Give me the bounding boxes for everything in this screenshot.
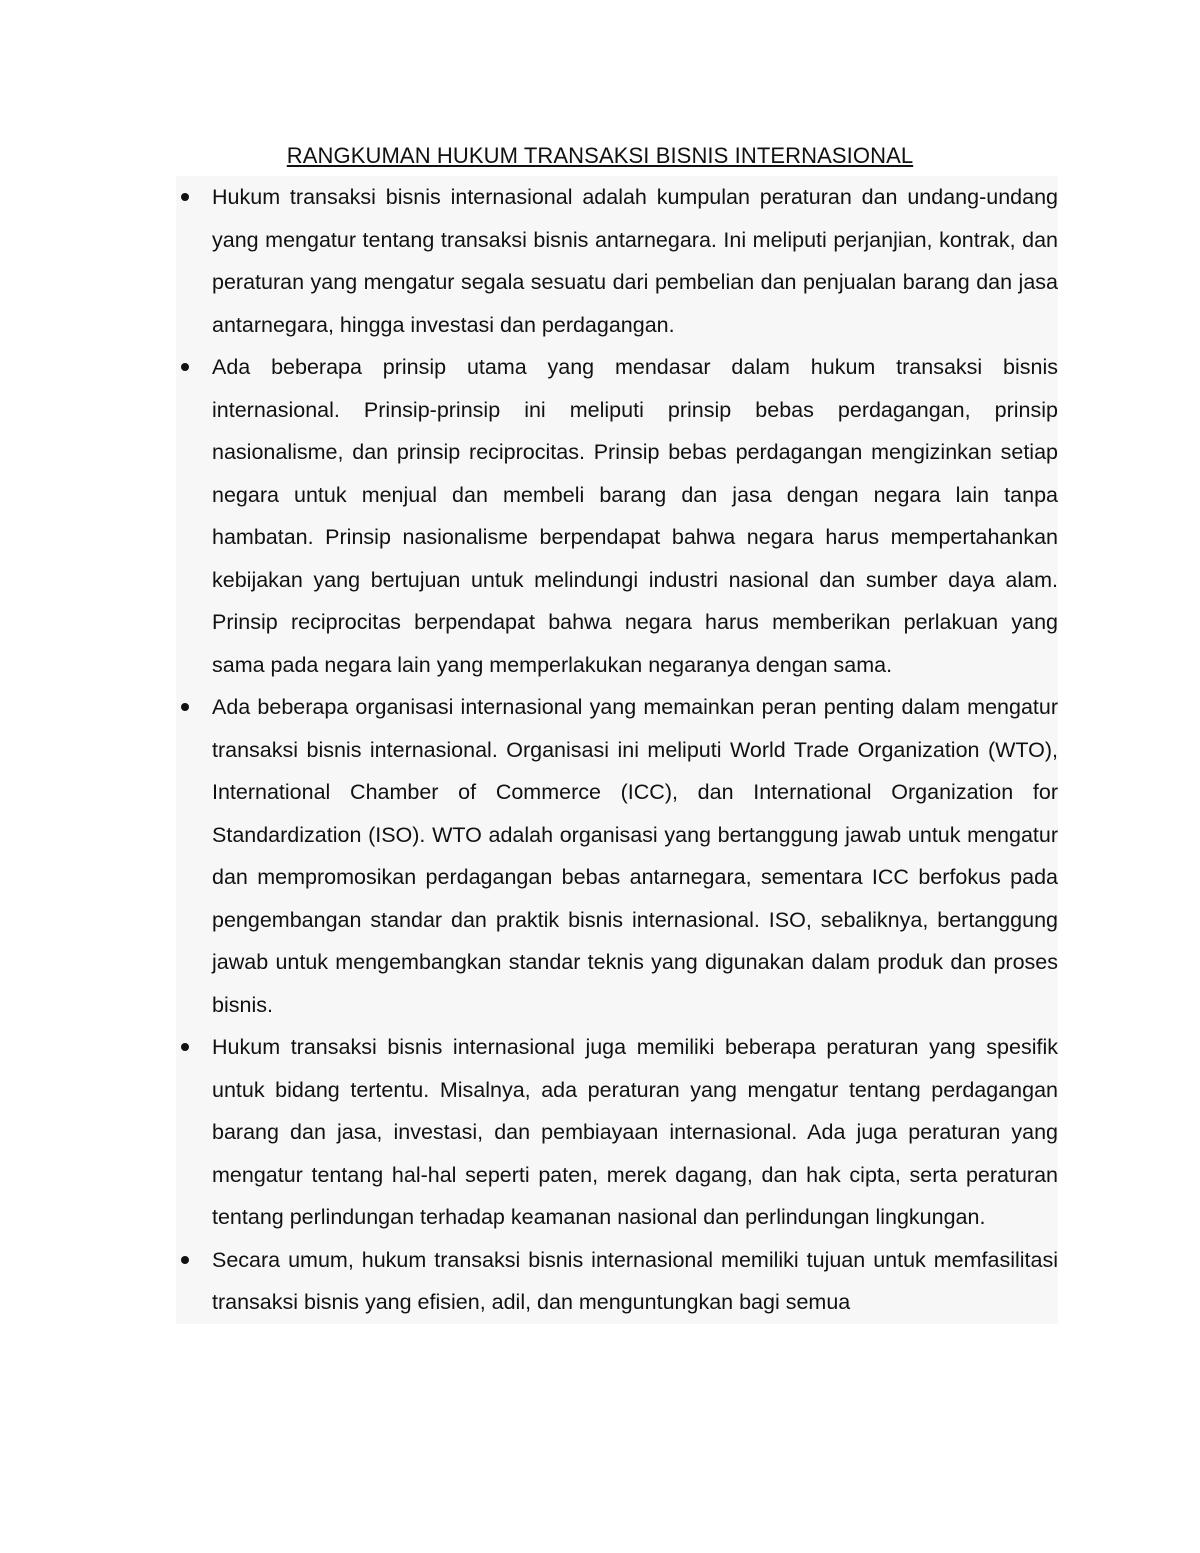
bullet-text: Hukum transaksi bisnis internasional adalah kumpulan peraturan dan undang-undang yang mengatur tentang transaksi bisnis antarnegara. Ini meliputi perjanjian, kontrak, dan peraturan yang mengatur segala sesuatu dari pembelian dan penjualan barang dan jasa antarnegara, hingga investasi dan perdagangan. [212, 185, 1058, 337]
bullet-dot-icon [181, 193, 189, 201]
bullet-text: Hukum transaksi bisnis internasional juga memiliki beberapa peraturan yang spesifik untuk bidang tertentu. Misalnya, ada peraturan yang mengatur tentang perdagangan barang dan jasa, investasi, dan pembiayaan internasional. Ada juga peraturan yang mengatur tentang hal-hal seperti paten, merek dagang, dan hak cipta, serta peraturan tentang perlindungan terhadap keamanan nasional dan perlindungan lingkungan. [212, 1035, 1058, 1229]
bullet-text: Secara umum, hukum transaksi bisnis internasional memiliki tujuan untuk memfasilitasi transaksi bisnis yang efisien, adil, dan menguntungkan bagi semua [212, 1247, 1058, 1314]
bullet-dot-icon [181, 363, 189, 371]
bullet-text: Ada beberapa organisasi internasional yang memainkan peran penting dalam mengatur transaksi bisnis internasional. Organisasi ini meliputi World Trade Organization (WTO), International Chamber of Commerce (ICC), dan International Organization for Standardization (ISO). WTO adalah organisasi yang bertanggung jawab untuk mengatur dan mempromosikan perdagangan bebas antarnegara, sementara ICC berfokus pada pengembangan standar dan praktik bisnis internasional. ISO, sebaliknya, bertanggung jawab untuk mengembangkan standar teknis yang digunakan dalam produk dan proses bisnis. [212, 695, 1058, 1017]
bullet-dot-icon [181, 703, 189, 711]
bullet-dot-icon [181, 1043, 189, 1051]
list-item [176, 346, 1058, 686]
list-item [176, 1239, 1058, 1324]
document-title: RANGKUMAN HUKUM TRANSAKSI BISNIS INTERNASIONAL [286, 143, 914, 168]
bullet-text: Ada beberapa prinsip utama yang mendasar dalam hukum transaksi bisnis internasional. Prinsip-prinsip ini meliputi prinsip bebas perdagangan, prinsip nasionalisme, dan prinsip reciprocitas. Prinsip bebas perdagangan mengizinkan setiap negara untuk menjual dan membeli barang dan jasa dengan negara lain tanpa hambatan. Prinsip nasionalisme berpendapat bahwa negara harus mempertahankan kebijakan yang bertujuan untuk melindungi industri nasional dan sumber daya alam. Prinsip reciprocitas berpendapat bahwa negara harus memberikan perlakuan yang sama pada negara lain yang memperlakukan negaranya dengan sama. [212, 355, 1058, 677]
list-item [176, 176, 1058, 346]
list-item [176, 686, 1058, 1026]
bullet-list [176, 176, 1058, 1324]
bullet-dot-icon [181, 1256, 189, 1264]
list-item [176, 1026, 1058, 1239]
